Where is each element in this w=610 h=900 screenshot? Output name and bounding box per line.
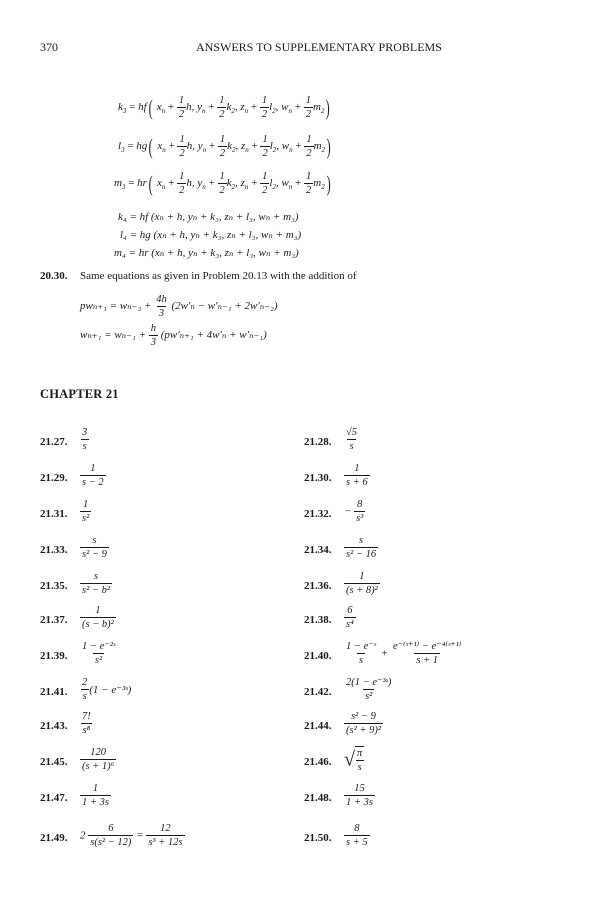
equation-l3: $l_3 = hg$( $x_n$ + $\frac{1}{2}$ h, $y_n$ + $\frac{1}{2}$ $k_2$, $z_n$ + $\frac{1}{2}$ $l_2$, $w_n$ + $\frac{1}{2}$ $m_2$): [118, 133, 331, 159]
answer-label: 21.28.: [304, 436, 332, 448]
running-title: ANSWERS TO SUPPLEMENTARY PROBLEMS: [196, 40, 442, 54]
answer-expression: $\frac{1}{s - 2}$: [82, 463, 104, 488]
chapter-title: CHAPTER 21: [40, 387, 119, 401]
answer-label: 21.31.: [40, 508, 68, 520]
problem-label: 20.30.: [40, 270, 68, 282]
answer-label: 21.46.: [304, 756, 332, 768]
answer-label: 21.33.: [40, 544, 68, 556]
answer-expression: √ $\frac{\pi}{s}$: [344, 748, 363, 773]
equation-m4: m₄ = hr (xₙ + h, yₙ + k₃, zₙ + l₃, wₙ + m₃): [114, 247, 299, 259]
answer-label: 21.43.: [40, 720, 68, 732]
answer-expression: $\frac{1}{\text{(s + 8)²}}$: [346, 571, 378, 596]
equation-l4: l₄ = hg (xₙ + h, yₙ + k₃, zₙ + l₃, wₙ + m₃): [120, 229, 302, 241]
answer-label: 21.42.: [304, 686, 332, 698]
answer-label: 21.32.: [304, 508, 332, 520]
answer-label: 21.27.: [40, 436, 68, 448]
answer-label: 21.34.: [304, 544, 332, 556]
equation-k3: $k_3 = hf$( $x_n$ + $\frac{1}{2}$ h, $y_n$ + $\frac{1}{2}$ $k_2$, $z_n$ + $\frac{1}{2}$ $l_2$, $w_n$ + $\frac{1}{2}$ $m_2$): [118, 94, 331, 120]
answer-expression: $\frac{2}{s}$ (1 − e⁻³ˢ): [82, 677, 132, 702]
predictor-equation: pwₙ₊₁ = wₙ₋₃ + $\frac{4h}{3}$ (2w′ₙ − w′ₙ₋₁ + 2w′ₙ₋₂): [80, 294, 278, 319]
answer-label: 21.48.: [304, 792, 332, 804]
answer-expression: $\frac{\text{s² − 9}}{\text{(s² + 9)²}}$: [346, 711, 381, 736]
corrector-equation: wₙ₊₁ = wₙ₋₁ + $\frac{h}{3}$ (pw′ₙ₊₁ + 4w′ₙ + w′ₙ₋₁): [80, 323, 267, 348]
answer-expression: $\frac{1}{s + 6}$: [346, 463, 368, 488]
answer-label: 21.36.: [304, 580, 332, 592]
answer-expression: $\frac{6}{\text{s⁴}}$: [346, 605, 354, 630]
answer-label: 21.35.: [40, 580, 68, 592]
answer-label: 21.44.: [304, 720, 332, 732]
answer-expression: $\frac{3}{s}$: [82, 427, 88, 452]
answer-expression: $\frac{1}{\text{s²}}$: [82, 499, 90, 524]
answer-label: 21.40.: [304, 650, 332, 662]
answer-expression: $\frac{s}{\text{s² − 9}}$: [82, 535, 107, 560]
answer-expression: 2 $\frac{6}{\text{s(s² − 12)}}$ = $\frac{12}{\text{s³ + 12s}}$: [80, 823, 183, 848]
answer-expression: − $\frac{8}{\text{s³}}$: [344, 499, 364, 524]
answer-expression: $\frac{8}{s + 5}$: [346, 823, 368, 848]
answer-label: 21.38.: [304, 614, 332, 626]
answer-label: 21.39.: [40, 650, 68, 662]
answer-expression: $\frac{120}{\text{(s + 1)⁶}}$: [82, 747, 115, 772]
answer-label: 21.29.: [40, 472, 68, 484]
equation-m3: $m_3 = hr$( $x_n$ + $\frac{1}{2}$ h, $y_n$ + $\frac{1}{2}$ $k_2$, $z_n$ + $\frac{1}{2}$ $l_2$, $w_n$ + $\frac{1}{2}$ $m_2$): [114, 170, 331, 196]
answer-label: 21.30.: [304, 472, 332, 484]
answer-label: 21.37.: [40, 614, 68, 626]
answer-expression: $\frac{15}{1 + 3s}$: [346, 783, 373, 808]
answer-expression: $\frac{s}{\text{s² − b²}}$: [82, 571, 110, 596]
page-number: 370: [40, 40, 58, 54]
answer-expression: $\frac{\text{1 − e⁻ˢ}}{s}$ + $\frac{\text{e⁻⁽ˢ⁺¹⁾ − e⁻⁴⁽ˢ⁺¹⁾}}{s + 1}$: [346, 641, 462, 666]
problem-text: Same equations as given in Problem 20.13 with the addition of: [80, 270, 357, 282]
answer-label: 21.50.: [304, 832, 332, 844]
answer-expression: $\frac{\text{2(1 − e⁻³ˢ)}}{\text{s²}}$: [346, 677, 392, 702]
answer-expression: $\frac{\text{1 − e⁻²ˢ}}{\text{s²}}$: [82, 641, 116, 666]
answer-label: 21.49.: [40, 832, 68, 844]
answer-expression: $\frac{s}{\text{s² − 16}}$: [346, 535, 377, 560]
answer-expression: $\frac{1}{1 + 3s}$: [82, 783, 109, 808]
answer-label: 21.41.: [40, 686, 68, 698]
equation-k4: k₄ = hf (xₙ + h, yₙ + k₃, zₙ + l₃, wₙ + m₃): [118, 211, 299, 223]
answer-expression: $\frac{7!}{\text{s⁸}}$: [82, 711, 91, 736]
answer-label: 21.47.: [40, 792, 68, 804]
answer-label: 21.45.: [40, 756, 68, 768]
answer-expression: $\frac{√5}{s}$: [346, 427, 358, 452]
answer-expression: $\frac{1}{\text{(s − b)²}}$: [82, 605, 114, 630]
